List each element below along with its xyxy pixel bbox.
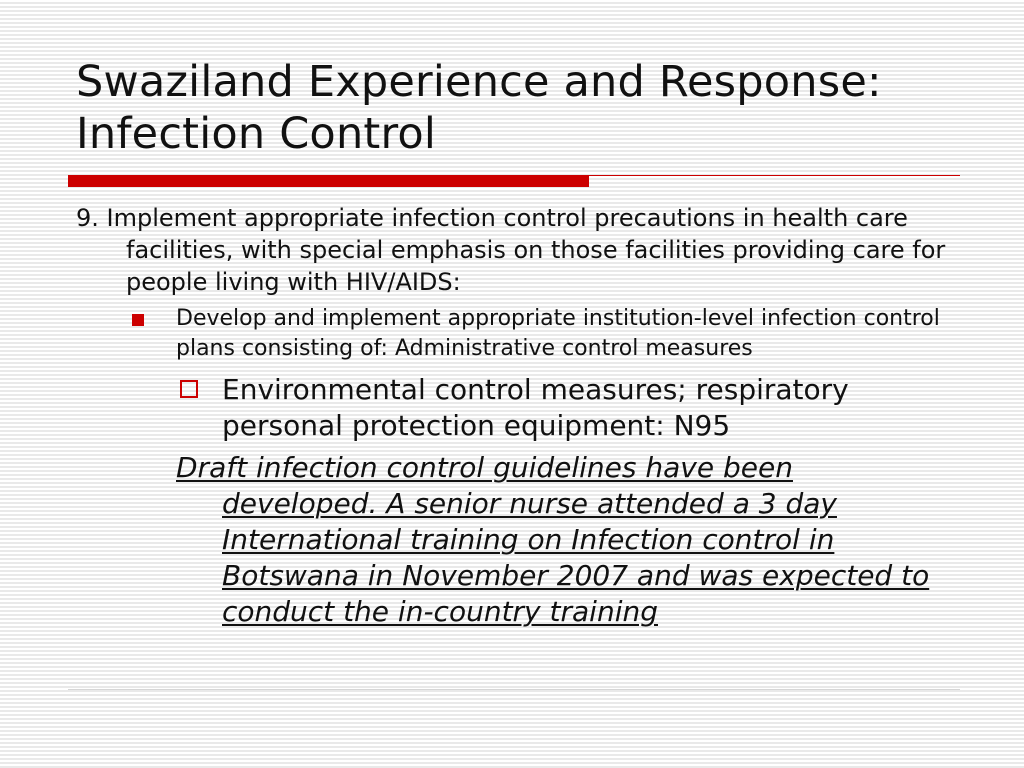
- hollow-square-bullet-icon: [180, 380, 198, 398]
- guidelines-note-text: Draft infection control guidelines have been developed. A senior nurse attended a 3 day International training on Infection control in Botswana in November 2007 and was expected to conduct the in-country training: [176, 451, 930, 628]
- sub-sub-bullet-text: Environmental control measures; respiratory personal protection equipment: N95: [222, 373, 849, 442]
- square-bullet-icon: [132, 314, 144, 326]
- slide-title: Swaziland Experience and Response: Infection Control: [76, 57, 882, 159]
- sub-bullet: [76, 304, 956, 364]
- title-rule-accent: [68, 175, 589, 187]
- point-9: 9. Implement appropriate infection control precautions in health care facilities, with special emphasis on those facilities providing care for people living with HIV/AIDS:: [76, 204, 946, 296]
- sub-sub-bullet: [76, 372, 956, 444]
- sub-bullet-text: Develop and implement appropriate institution-level infection control plans consisting of: Administrative control measures: [176, 306, 940, 361]
- footer-rule: [68, 689, 960, 690]
- slide-body: [76, 202, 956, 630]
- guidelines-note: [76, 450, 956, 630]
- title-rule-line: [589, 175, 960, 176]
